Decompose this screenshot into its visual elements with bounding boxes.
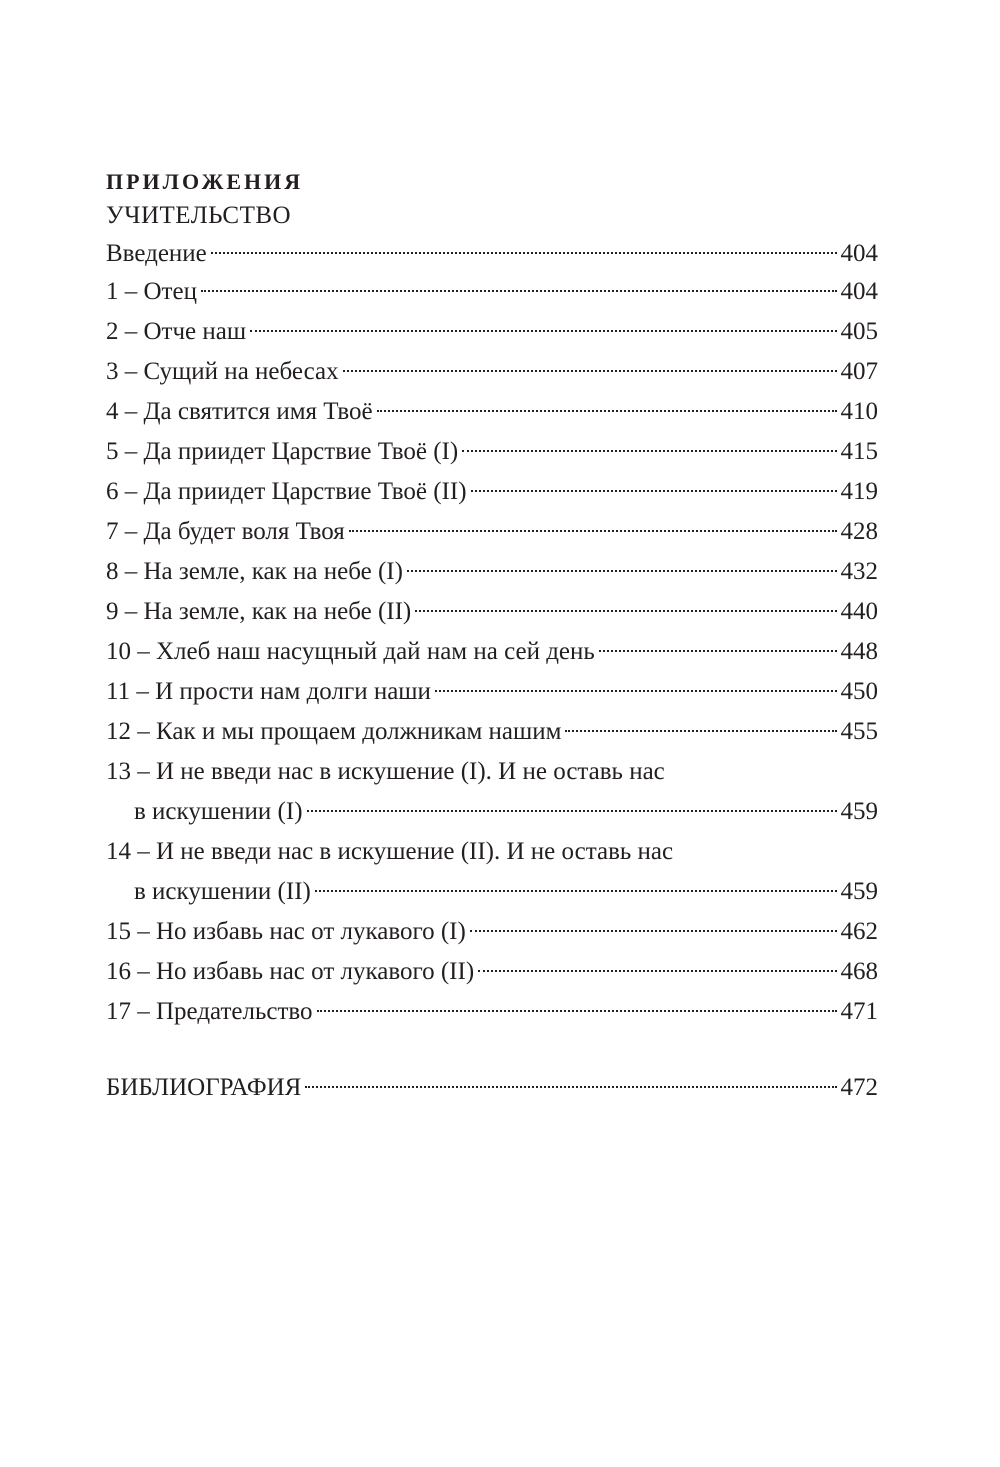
dot-leader (599, 650, 837, 652)
toc-entry (106, 632, 878, 672)
toc-entry-page: 468 (840, 958, 878, 985)
toc-entry (106, 672, 878, 712)
toc-entry (106, 832, 878, 912)
bibliography-entry (106, 1068, 878, 1108)
toc-entry (106, 992, 878, 1032)
toc-entry-title: 6 – Да приидет Царствие Твоё (II) (106, 478, 467, 505)
toc-entry-title: 4 – Да святится имя Твоё (106, 398, 373, 425)
dot-leader (478, 970, 836, 972)
toc-entry-title-continuation: в искушении (I) (134, 798, 303, 825)
toc-entry-title: 5 – Да приидет Царствие Твоё (I) (106, 438, 459, 465)
toc-entry-title: 9 – На земле, как на небе (II) (106, 598, 412, 625)
toc-entry-page: 407 (840, 358, 878, 385)
toc-entry-title: 10 – Хлеб наш насущный дай нам на сей день (106, 638, 595, 665)
dot-leader (565, 730, 836, 732)
toc-entry-page: 405 (840, 318, 878, 345)
bibliography-title: БИБЛИОГРАФИЯ (106, 1074, 302, 1101)
dot-leader (349, 530, 837, 532)
toc-entry-title: 1 – Отец (106, 278, 197, 305)
dot-leader (470, 930, 837, 932)
toc-entry (106, 472, 878, 512)
toc-entry (106, 392, 878, 432)
toc-entry-title: 16 – Но избавь нас от лукавого (II) (106, 958, 475, 985)
toc-entry-title: Введение (106, 240, 207, 267)
toc-entry (106, 432, 878, 472)
toc-entry-page: 471 (840, 998, 878, 1025)
dot-leader (435, 690, 837, 692)
dot-leader (471, 490, 837, 492)
toc-entry (106, 312, 878, 352)
toc-entry-title: 17 – Предательство (106, 998, 313, 1025)
toc-entry-title: 7 – Да будет воля Твоя (106, 518, 345, 545)
toc-entry (106, 552, 878, 592)
toc-entry-page: 459 (840, 798, 878, 825)
dot-leader (201, 290, 837, 292)
toc-list (106, 236, 878, 1032)
toc-entry-title: 2 – Отче наш (106, 318, 247, 345)
toc-entry-title: 12 – Как и мы прощаем должникам нашим (106, 718, 562, 745)
toc-entry-page: 404 (840, 240, 878, 267)
toc-entry-title: 11 – И прости нам долги наши (106, 678, 431, 705)
dot-leader (407, 570, 837, 572)
toc-entry (106, 352, 878, 392)
dot-leader (317, 1010, 837, 1012)
toc-entry-page: 432 (840, 558, 878, 585)
toc-entry (106, 236, 878, 272)
dot-leader (250, 330, 836, 332)
toc-entry-page: 448 (840, 638, 878, 665)
toc-entry (106, 512, 878, 552)
table-of-contents (106, 168, 878, 1108)
dot-leader (315, 890, 837, 892)
toc-entry-title-continuation: в искушении (II) (134, 878, 311, 905)
toc-entry-page: 428 (840, 518, 878, 545)
toc-entry (106, 272, 878, 312)
bibliography-page: 472 (840, 1074, 878, 1101)
section-spacer (106, 1032, 878, 1068)
toc-entry-page: 440 (840, 598, 878, 625)
toc-entry (106, 712, 878, 752)
dot-leader (415, 610, 836, 612)
dot-leader (305, 1086, 836, 1088)
toc-entry-page: 462 (840, 918, 878, 945)
toc-entry (106, 752, 878, 832)
toc-entry-page: 419 (840, 478, 878, 505)
subsection-heading: УЧИТЕЛЬСТВО (106, 202, 292, 229)
dot-leader (462, 450, 836, 452)
toc-entry (106, 592, 878, 632)
toc-entry-page: 459 (840, 878, 878, 905)
toc-entry (106, 952, 878, 992)
toc-entry-page: 450 (840, 678, 878, 705)
dot-leader (343, 370, 837, 372)
toc-entry-page: 410 (840, 398, 878, 425)
toc-entry-title: 8 – На земле, как на небе (I) (106, 558, 403, 585)
section-heading: ПРИЛОЖЕНИЯ (106, 169, 304, 194)
toc-entry-page: 404 (840, 278, 878, 305)
toc-entry-title: 14 – И не введи нас в искушение (II). И не оставь нас (106, 838, 674, 865)
dot-leader (377, 410, 837, 412)
toc-entry-title: 13 – И не введи нас в искушение (I). И не оставь нас (106, 758, 665, 785)
dot-leader (211, 252, 837, 254)
toc-entry-page: 415 (840, 438, 878, 465)
toc-entry-title: 3 – Сущий на небесах (106, 358, 339, 385)
toc-entry (106, 912, 878, 952)
dot-leader (307, 810, 837, 812)
toc-entry-page: 455 (840, 718, 878, 745)
toc-entry-title: 15 – Но избавь нас от лукавого (I) (106, 918, 466, 945)
